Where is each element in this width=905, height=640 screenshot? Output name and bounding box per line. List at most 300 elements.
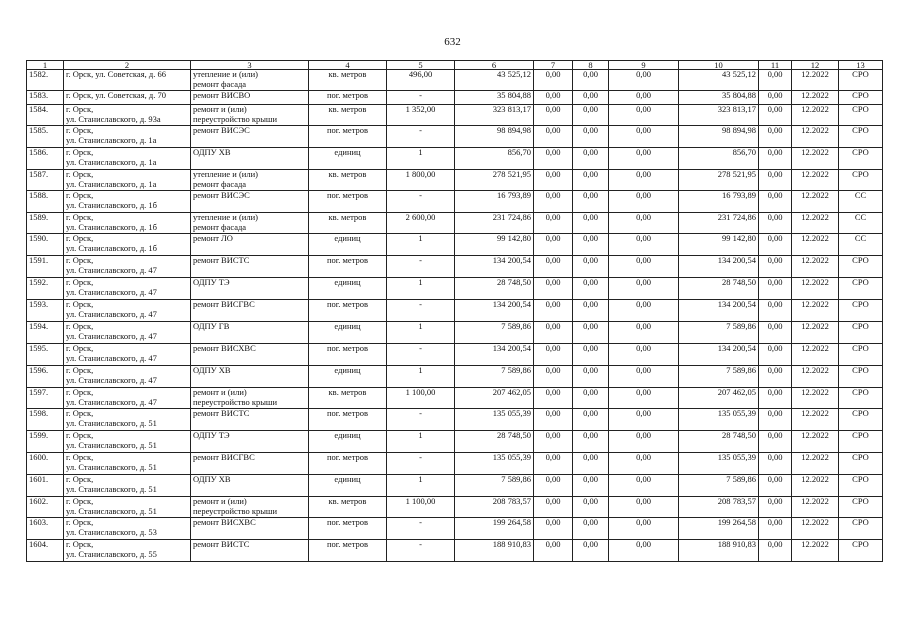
cost-cell-line: 98 894,98 [497,125,531,135]
cost-cell [455,344,534,366]
row-number-line: 1582. [29,69,49,79]
value-cell-7 [534,475,573,497]
value-cell-7 [534,300,573,322]
cost-cell-line: 28 748,50 [497,277,531,287]
total-cost-cell-line: 134 200,54 [717,343,756,353]
volume-cell [387,388,455,409]
address-cell-line: ул. Станиславского, д. 47 [66,308,157,319]
value-cell-11-line: 0,00 [767,212,783,222]
value-cell-9-line: 0,00 [636,90,651,100]
total-cost-cell-line: 188 910,83 [717,539,756,549]
value-cell-9-line: 0,00 [636,474,651,484]
value-cell-8-line: 0,00 [583,474,598,484]
address-cell-line: ул. Станиславского, д. 47 [66,330,157,341]
value-cell-7 [534,497,573,518]
unit-cell-line: единиц [334,474,361,484]
source-cell [839,344,883,366]
row-number-line: 1598. [29,408,49,418]
work-type-cell-line: ОДПУ ТЭ [193,430,230,440]
total-cost-cell-line: 134 200,54 [717,255,756,265]
column-header: 2 [64,61,191,70]
value-cell-8-line: 0,00 [583,321,598,331]
unit-cell [309,191,387,213]
value-cell-9 [609,388,679,409]
column-header: 13 [839,61,883,70]
row-number-line: 1586. [29,147,49,157]
volume-cell-line: - [419,539,422,549]
volume-cell [387,366,455,388]
total-cost-cell-line: 231 724,86 [717,212,756,222]
work-type-cell [191,278,309,300]
volume-cell [387,540,455,562]
date-cell-line: 12.2022 [801,169,829,179]
volume-cell [387,213,455,234]
total-cost-cell [679,518,759,540]
source-cell [839,540,883,562]
value-cell-9 [609,322,679,344]
total-cost-cell [679,170,759,191]
work-type-cell-line: ремонт ВИСТС [193,408,250,418]
unit-cell-line: единиц [334,147,361,157]
cost-cell [455,540,534,562]
volume-cell [387,453,455,475]
source-cell [839,126,883,148]
value-cell-11-line: 0,00 [767,125,783,135]
total-cost-cell-line: 28 748,50 [722,277,756,287]
value-cell-8-line: 0,00 [583,517,598,527]
column-header: 12 [792,61,839,70]
value-cell-11 [759,213,792,234]
unit-cell [309,475,387,497]
value-cell-9 [609,409,679,431]
total-cost-cell-line: 134 200,54 [717,299,756,309]
table-row [27,191,883,213]
date-cell [792,148,839,170]
address-cell-line: ул. Станиславского, д. 53 [66,526,157,537]
value-cell-7 [534,540,573,562]
value-cell-9-line: 0,00 [636,365,651,375]
value-cell-8 [573,518,609,540]
address-cell [64,540,191,562]
work-type-cell [191,148,309,170]
volume-cell-line: 1 [418,430,423,440]
total-cost-cell-line: 98 894,98 [722,125,756,135]
column-header: 10 [679,61,759,70]
volume-cell-line: - [419,190,422,200]
work-type-cell-line: ремонт ВИСХВС [193,343,256,353]
unit-cell [309,453,387,475]
volume-cell-line: 1 100,00 [405,387,436,397]
source-cell [839,388,883,409]
value-cell-7-line: 0,00 [545,496,561,506]
volume-cell-line: - [419,343,422,353]
address-cell [64,344,191,366]
address-cell-line: г. Орск, [66,496,94,506]
work-type-cell-line: утепление и (или) [193,169,258,179]
cost-cell [455,518,534,540]
source-cell [839,191,883,213]
volume-cell-line: - [419,517,422,527]
value-cell-11-line: 0,00 [767,517,783,527]
address-cell-line: г. Орск, [66,233,94,243]
unit-cell-line: пог. метров [326,408,369,418]
work-type-cell [191,475,309,497]
value-cell-7-line: 0,00 [545,343,561,353]
source-cell-line: СРО [852,169,869,179]
value-cell-7-line: 0,00 [545,474,561,484]
source-cell-line: СС [854,190,867,200]
unit-cell [309,91,387,105]
cost-cell-line: 7 589,86 [501,321,531,331]
value-cell-11 [759,388,792,409]
value-cell-8 [573,366,609,388]
date-cell-line: 12.2022 [801,299,829,309]
value-cell-8 [573,170,609,191]
cost-cell-line: 188 910,83 [492,539,531,549]
value-cell-9-line: 0,00 [636,277,651,287]
row-number-line: 1597. [29,387,49,397]
date-cell-line: 12.2022 [801,104,829,114]
work-type-cell-line: утепление и (или) [193,212,258,222]
total-cost-cell [679,344,759,366]
unit-cell-line: единиц [334,233,361,243]
date-cell [792,344,839,366]
total-cost-cell [679,234,759,256]
value-cell-11-line: 0,00 [767,387,783,397]
cost-cell-line: 7 589,86 [501,365,531,375]
value-cell-8 [573,191,609,213]
source-cell-line: СРО [852,517,869,527]
value-cell-11 [759,105,792,126]
value-cell-11-line: 0,00 [767,255,783,265]
address-cell [64,91,191,105]
value-cell-11-line: 0,00 [767,233,783,243]
total-cost-cell-line: 135 055,39 [717,408,756,418]
value-cell-8 [573,278,609,300]
cost-cell [455,409,534,431]
address-cell-line: ул. Станиславского, д. 51 [66,483,157,494]
date-cell-line: 12.2022 [801,255,829,265]
value-cell-11-line: 0,00 [767,539,783,549]
total-cost-cell-line: 207 462,05 [717,387,756,397]
value-cell-8 [573,322,609,344]
source-cell-line: СРО [852,474,869,484]
work-type-cell-line: ОДПУ ХВ [193,147,231,157]
value-cell-11-line: 0,00 [767,104,783,114]
address-cell [64,148,191,170]
value-cell-9-line: 0,00 [636,517,651,527]
date-cell-line: 12.2022 [801,539,829,549]
value-cell-9 [609,234,679,256]
row-number-line: 1596. [29,365,49,375]
cost-cell-line: 135 055,39 [492,452,531,462]
cost-cell [455,170,534,191]
total-cost-cell [679,409,759,431]
work-type-cell-line: ремонт ВИСХВС [193,517,256,527]
row-number-line: 1583. [29,90,49,100]
total-cost-cell-line: 7 589,86 [726,474,756,484]
volume-cell-line: 1 100,00 [405,496,436,506]
value-cell-8 [573,105,609,126]
value-cell-8 [573,409,609,431]
total-cost-cell [679,300,759,322]
value-cell-11 [759,191,792,213]
unit-cell-line: пог. метров [326,190,369,200]
total-cost-cell [679,388,759,409]
cost-cell [455,431,534,453]
value-cell-7 [534,91,573,105]
address-cell-line: г. Орск, [66,452,94,462]
work-type-cell-line: ремонт фасада [193,178,247,189]
source-cell-line: СРО [852,255,869,265]
address-cell-line: ул. Станиславского, д. 47 [66,374,157,385]
value-cell-9-line: 0,00 [636,539,651,549]
work-type-cell-line: ремонт ВИСТС [193,255,250,265]
total-cost-cell-line: 199 264,58 [717,517,756,527]
value-cell-8 [573,213,609,234]
table-row [27,388,883,409]
total-cost-cell [679,191,759,213]
column-header: 4 [309,61,387,70]
value-cell-9-line: 0,00 [636,69,651,79]
total-cost-cell-line: 43 525,12 [722,69,756,79]
row-number [27,497,64,518]
work-type-cell-line: ремонт ЛО [193,233,233,243]
total-cost-cell [679,278,759,300]
address-cell-line: ул. Станиславского, д. 51 [66,417,157,428]
work-type-cell-line: ремонт ВИСЭС [193,125,250,135]
work-type-cell [191,453,309,475]
value-cell-7 [534,191,573,213]
address-cell-line: г. Орск, [66,430,94,440]
row-number-line: 1593. [29,299,49,309]
value-cell-11 [759,126,792,148]
source-cell [839,256,883,278]
volume-cell-line: 1 800,00 [405,169,436,179]
value-cell-11 [759,344,792,366]
source-cell-line: СС [854,233,867,243]
work-type-cell-line: ОДПУ ХВ [193,474,231,484]
work-type-cell [191,431,309,453]
cost-cell [455,105,534,126]
total-cost-cell [679,148,759,170]
address-cell [64,366,191,388]
volume-cell-line: - [419,299,422,309]
row-number-line: 1589. [29,212,49,222]
column-header: 8 [573,61,609,70]
source-cell-line: СРО [852,277,869,287]
source-cell [839,409,883,431]
work-type-cell-line: утепление и (или) [193,69,258,79]
volume-cell-line: 1 352,00 [405,104,436,114]
value-cell-8-line: 0,00 [583,277,598,287]
work-type-cell [191,344,309,366]
cost-cell [455,300,534,322]
value-cell-11 [759,170,792,191]
row-number [27,278,64,300]
value-cell-7 [534,388,573,409]
total-cost-cell-line: 28 748,50 [722,430,756,440]
value-cell-7 [534,322,573,344]
total-cost-cell [679,475,759,497]
value-cell-9 [609,518,679,540]
work-type-cell [191,170,309,191]
total-cost-cell-line: 16 793,89 [722,190,756,200]
value-cell-8-line: 0,00 [583,496,598,506]
total-cost-cell [679,497,759,518]
value-cell-11-line: 0,00 [767,430,783,440]
date-cell-line: 12.2022 [801,474,829,484]
value-cell-7-line: 0,00 [545,452,561,462]
volume-cell [387,105,455,126]
work-type-cell-line: переустройство крыши [193,396,278,407]
work-type-cell [191,518,309,540]
source-cell-line: СРО [852,539,869,549]
work-type-cell [191,70,309,91]
value-cell-7-line: 0,00 [545,190,561,200]
unit-cell-line: пог. метров [326,90,369,100]
work-type-cell-line: ОДПУ ХВ [193,365,231,375]
row-number-line: 1600. [29,452,49,462]
total-cost-cell-line: 7 589,86 [726,321,756,331]
address-cell [64,213,191,234]
value-cell-7-line: 0,00 [545,277,561,287]
value-cell-9 [609,91,679,105]
work-type-cell-line: ремонт ВИСТС [193,539,250,549]
value-cell-9-line: 0,00 [636,255,651,265]
value-cell-11 [759,256,792,278]
address-cell-line: ул. Станиславского, д. 1а [66,134,157,145]
value-cell-11 [759,409,792,431]
value-cell-7-line: 0,00 [545,104,561,114]
date-cell-line: 12.2022 [801,496,829,506]
address-cell [64,126,191,148]
total-cost-cell-line: 856,70 [732,147,756,157]
date-cell [792,409,839,431]
cost-cell-line: 99 142,80 [497,233,531,243]
work-type-cell-line: ремонт и (или) [193,387,247,397]
row-number-line: 1595. [29,343,49,353]
cost-cell [455,388,534,409]
volume-cell [387,518,455,540]
volume-cell [387,148,455,170]
cost-cell-line: 134 200,54 [492,343,531,353]
value-cell-9 [609,540,679,562]
source-cell-line: СС [854,212,867,222]
row-number-line: 1604. [29,539,49,549]
row-number [27,475,64,497]
value-cell-9-line: 0,00 [636,387,651,397]
cost-cell [455,148,534,170]
address-cell-line: г. Орск, [66,277,94,287]
cost-cell-line: 231 724,86 [492,212,531,222]
date-cell [792,431,839,453]
value-cell-9 [609,431,679,453]
works-table [26,60,883,562]
table-row [27,170,883,191]
table-row [27,497,883,518]
value-cell-11 [759,475,792,497]
value-cell-9 [609,105,679,126]
address-cell-line: г. Орск, [66,474,94,484]
unit-cell [309,540,387,562]
row-number-line: 1587. [29,169,49,179]
row-number [27,213,64,234]
date-cell [792,475,839,497]
cost-cell-line: 135 055,39 [492,408,531,418]
date-cell-line: 12.2022 [801,212,829,222]
total-cost-cell [679,256,759,278]
cost-cell [455,70,534,91]
table-row [27,256,883,278]
cost-cell [455,322,534,344]
unit-cell-line: единиц [334,321,361,331]
value-cell-7 [534,148,573,170]
address-cell-line: г. Орск, [66,147,94,157]
value-cell-7 [534,453,573,475]
value-cell-7-line: 0,00 [545,517,561,527]
source-cell-line: СРО [852,430,869,440]
value-cell-8-line: 0,00 [583,90,598,100]
cost-cell [455,453,534,475]
value-cell-7 [534,344,573,366]
value-cell-9 [609,497,679,518]
work-type-cell [191,105,309,126]
value-cell-9 [609,366,679,388]
value-cell-9 [609,126,679,148]
value-cell-7 [534,409,573,431]
work-type-cell [191,366,309,388]
source-cell [839,300,883,322]
value-cell-8 [573,388,609,409]
row-number [27,366,64,388]
work-type-cell [191,409,309,431]
source-cell [839,278,883,300]
volume-cell-line: - [419,125,422,135]
column-header: 7 [534,61,573,70]
value-cell-9-line: 0,00 [636,321,651,331]
date-cell [792,91,839,105]
address-cell-line: г. Орск, [66,212,94,222]
value-cell-8-line: 0,00 [583,104,598,114]
source-cell [839,213,883,234]
row-number-line: 1601. [29,474,49,484]
value-cell-11 [759,518,792,540]
date-cell-line: 12.2022 [801,125,829,135]
total-cost-cell-line: 7 589,86 [726,365,756,375]
address-cell-line: ул. Станиславского, д. 1б [66,199,158,210]
unit-cell [309,300,387,322]
value-cell-11 [759,497,792,518]
source-cell [839,148,883,170]
value-cell-11 [759,431,792,453]
work-type-cell [191,256,309,278]
value-cell-9 [609,475,679,497]
address-cell [64,170,191,191]
source-cell-line: СРО [852,387,869,397]
cost-cell-line: 35 804,88 [497,90,531,100]
address-cell [64,234,191,256]
total-cost-cell-line: 278 521,95 [717,169,756,179]
value-cell-8-line: 0,00 [583,125,598,135]
cost-cell [455,213,534,234]
work-type-cell [191,234,309,256]
date-cell [792,540,839,562]
unit-cell [309,431,387,453]
address-cell-line: ул. Станиславского, д. 55 [66,548,157,559]
value-cell-7-line: 0,00 [545,212,561,222]
source-cell [839,91,883,105]
